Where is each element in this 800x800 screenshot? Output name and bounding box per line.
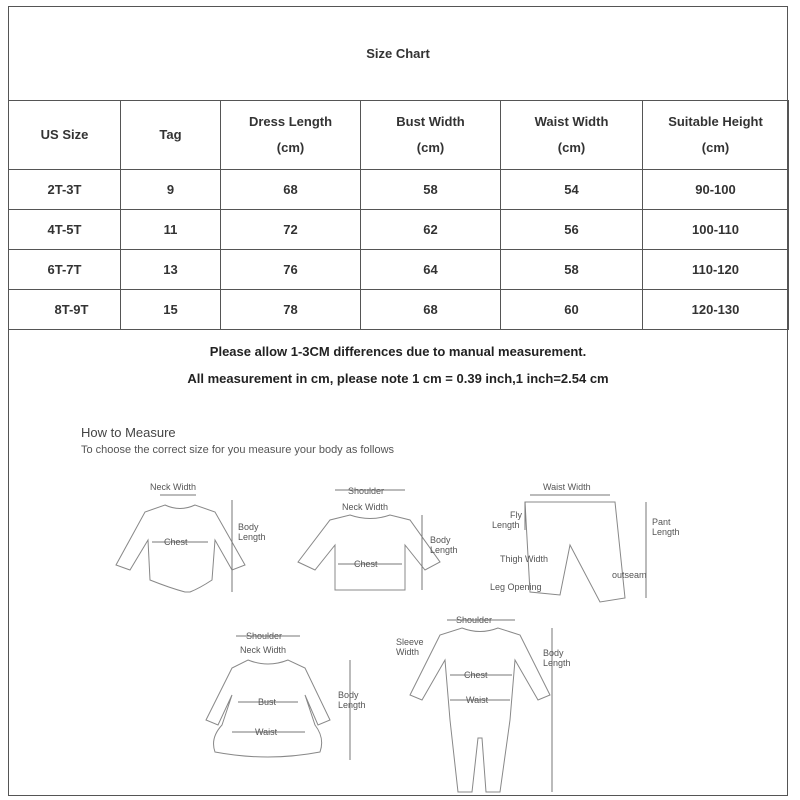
- label-body-length-4: Length: [430, 545, 458, 555]
- label-waist-width: Waist Width: [543, 482, 591, 492]
- cell-dress-length: 68: [221, 170, 361, 210]
- label-outseam: outseam: [612, 570, 647, 580]
- label-chest-3: Chest: [464, 670, 488, 680]
- page-title: Size Chart: [8, 6, 788, 101]
- label-body-length-2: Length: [238, 532, 266, 542]
- cell-tag: 11: [121, 210, 221, 250]
- cell-waist-width: 60: [501, 290, 643, 330]
- cell-suitable-height: 120-130: [643, 290, 789, 330]
- cell-suitable-height: 100-110: [643, 210, 789, 250]
- label-sleeve-1: Sleeve: [396, 637, 424, 647]
- size-table: [8, 100, 789, 330]
- label-sleeve-2: Width: [396, 647, 420, 657]
- dress-diagram: [206, 631, 366, 760]
- label-body-length-1: Body: [238, 522, 259, 532]
- cell-suitable-height: 90-100: [643, 170, 789, 210]
- label-neck-width-2: Neck Width: [342, 502, 389, 512]
- label-waist-1: Waist: [255, 727, 278, 737]
- how-to-measure-subtitle: To choose the correct size for you measure your body as follows: [81, 444, 395, 456]
- table-row: [9, 250, 789, 290]
- label-neck-width-3: Neck Width: [240, 645, 287, 655]
- measurement-notes: [8, 332, 788, 386]
- label-chest-2: Chest: [354, 559, 378, 569]
- label-chest: Chest: [164, 537, 188, 547]
- label-bust: Bust: [258, 697, 277, 707]
- cell-us-size: 4T-5T: [9, 210, 121, 250]
- label-body-length-8: Length: [543, 658, 571, 668]
- pants-diagram: [490, 482, 680, 602]
- label-shoulder-3: Shoulder: [456, 615, 493, 625]
- label-fly-1: Fly: [510, 510, 522, 520]
- cell-bust-width: 62: [361, 210, 501, 250]
- table-row: [9, 210, 789, 250]
- table-row: [9, 290, 789, 330]
- label-neck-width: Neck Width: [150, 482, 197, 492]
- cell-us-size: 6T-7T: [9, 250, 121, 290]
- cell-waist-width: 58: [501, 250, 643, 290]
- top-diagram: [298, 486, 458, 590]
- header-suitable-height: Suitable Height (cm): [643, 101, 789, 170]
- cell-us-size: 8T-9T: [9, 290, 121, 330]
- header-waist-width: Waist Width (cm): [501, 101, 643, 170]
- label-body-length-5: Body: [338, 690, 359, 700]
- cell-us-size: 2T-3T: [9, 170, 121, 210]
- header-bust-width: Bust Width (cm): [361, 101, 501, 170]
- cell-tag: 13: [121, 250, 221, 290]
- cell-waist-width: 56: [501, 210, 643, 250]
- measure-diagrams: [0, 470, 800, 800]
- cell-tag: 15: [121, 290, 221, 330]
- table-header-row: [9, 101, 789, 170]
- label-thigh-width: Thigh Width: [500, 554, 549, 564]
- cell-bust-width: 64: [361, 250, 501, 290]
- label-body-length-6: Length: [338, 700, 366, 710]
- bodysuit-diagram: [116, 482, 266, 592]
- cell-dress-length: 76: [221, 250, 361, 290]
- label-fly-2: Length: [492, 520, 520, 530]
- cell-tag: 9: [121, 170, 221, 210]
- header-tag: Tag: [121, 101, 221, 170]
- how-to-measure-title: How to Measure: [81, 425, 176, 440]
- label-body-length-7: Body: [543, 648, 564, 658]
- cell-dress-length: 72: [221, 210, 361, 250]
- cell-dress-length: 78: [221, 290, 361, 330]
- label-body-length-3: Body: [430, 535, 451, 545]
- label-shoulder-2: Shoulder: [246, 631, 283, 641]
- cell-bust-width: 58: [361, 170, 501, 210]
- table-row: [9, 170, 789, 210]
- header-us-size: US Size: [9, 101, 121, 170]
- label-waist-2: Waist: [466, 695, 489, 705]
- note-conversion: All measurement in cm, please note 1 cm = 0.39 inch,1 inch=2.54 cm: [187, 371, 609, 386]
- cell-waist-width: 54: [501, 170, 643, 210]
- romper-diagram: [396, 615, 571, 792]
- note-difference: Please allow 1-3CM differences due to manual measurement.: [209, 344, 587, 359]
- label-shoulder-1: Shoulder: [348, 486, 385, 496]
- label-pant-1: Pant: [652, 517, 671, 527]
- cell-bust-width: 68: [361, 290, 501, 330]
- header-dress-length: Dress Length (cm): [221, 101, 361, 170]
- label-leg-opening: Leg Opening: [490, 582, 542, 592]
- cell-suitable-height: 110-120: [643, 250, 789, 290]
- label-pant-2: Length: [652, 527, 680, 537]
